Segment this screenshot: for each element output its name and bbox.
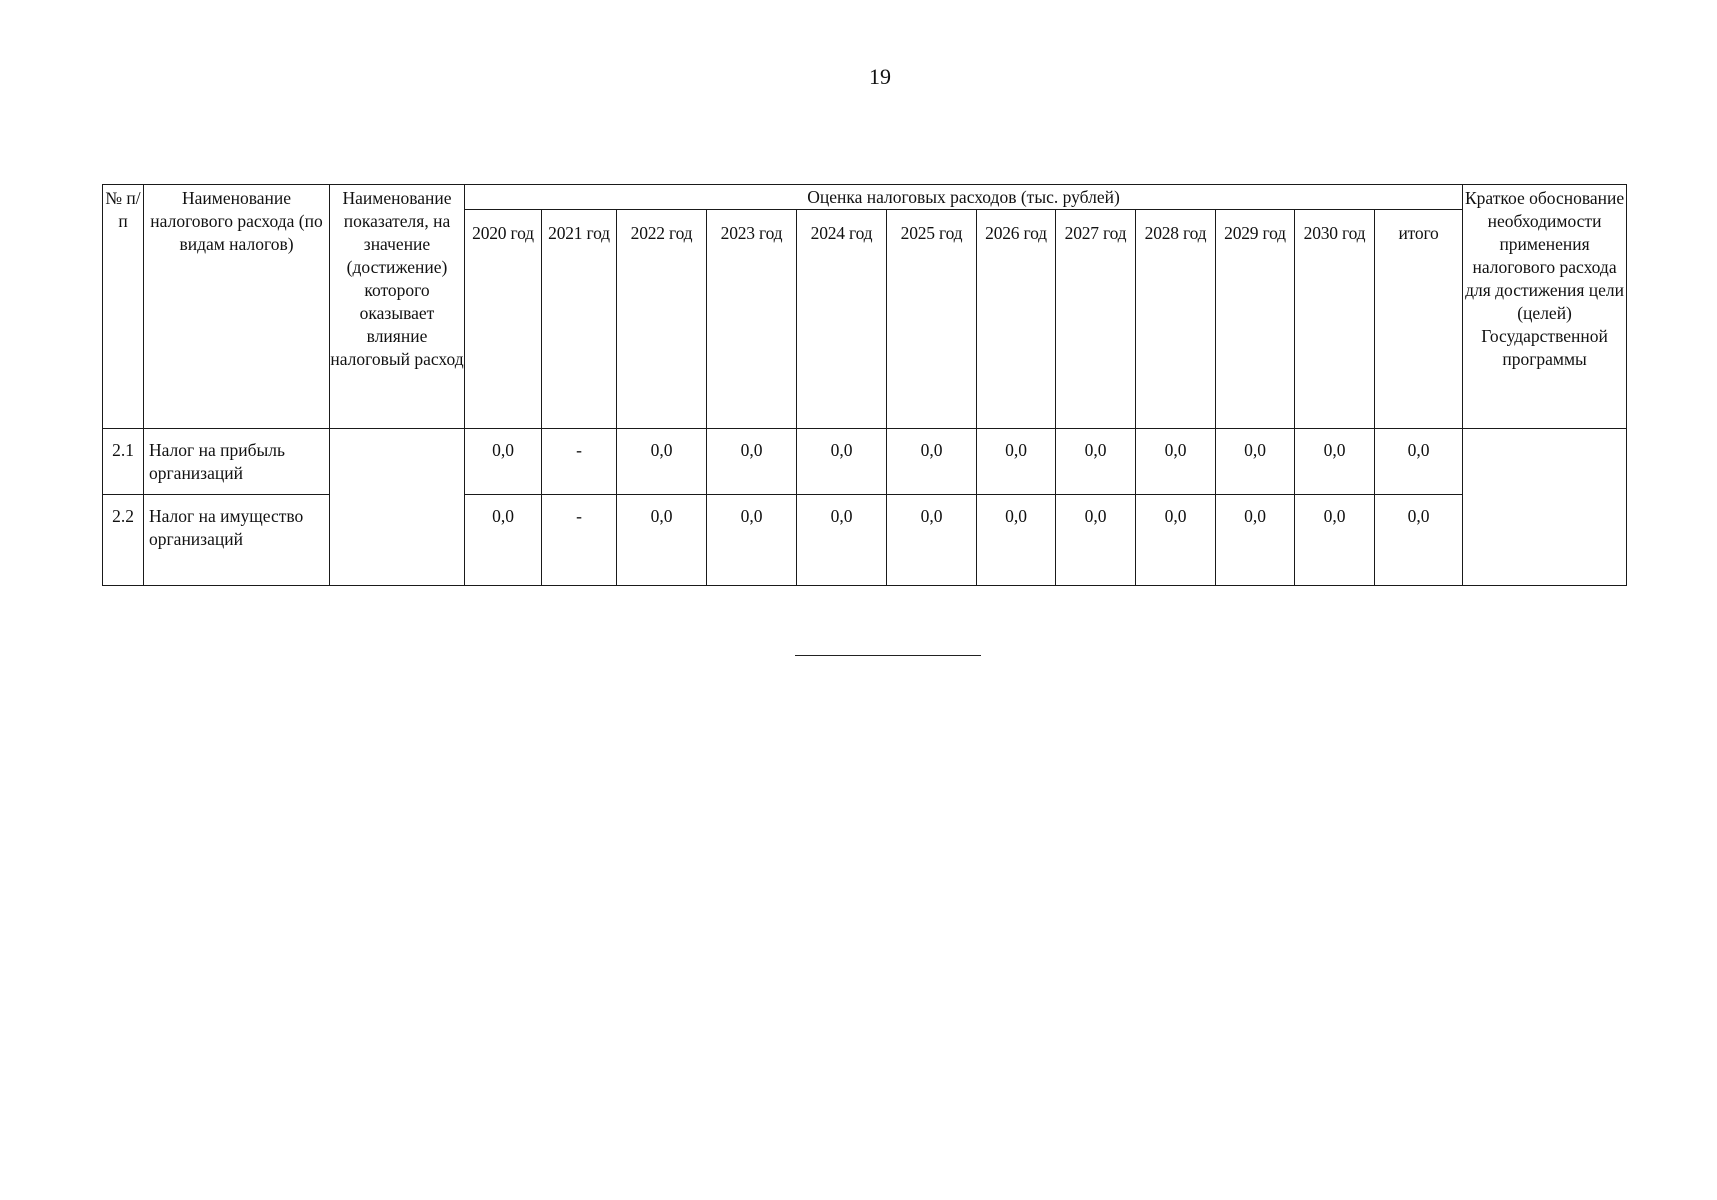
header-year: 2029 год [1216, 210, 1295, 429]
header-year: 2027 год [1056, 210, 1136, 429]
header-year: 2025 год [887, 210, 977, 429]
value-cell: 0,0 [1295, 429, 1375, 495]
header-row-top [103, 185, 1627, 210]
value-cell: 0,0 [707, 495, 797, 586]
value-cell: 0,0 [1056, 495, 1136, 586]
value-cell: 0,0 [977, 429, 1056, 495]
value-cell: 0,0 [617, 495, 707, 586]
value-cell: 0,0 [1216, 429, 1295, 495]
tax-expenditure-table [102, 184, 1627, 586]
value-cell: 0,0 [707, 429, 797, 495]
header-year: 2024 год [797, 210, 887, 429]
header-col-name: Наименование налогового расхода (по видам налогов) [144, 185, 330, 429]
value-cell: 0,0 [797, 495, 887, 586]
header-year: 2023 год [707, 210, 797, 429]
header-total: итого [1375, 210, 1463, 429]
closing-rule [795, 655, 981, 656]
total-cell: 0,0 [1375, 429, 1463, 495]
value-cell: 0,0 [1136, 429, 1216, 495]
value-cell: 0,0 [1136, 495, 1216, 586]
row-number: 2.2 [103, 495, 144, 586]
total-cell: 0,0 [1375, 495, 1463, 586]
indicator-cell [330, 429, 465, 586]
header-year: 2026 год [977, 210, 1056, 429]
justification-cell [1463, 429, 1627, 586]
value-cell: 0,0 [1056, 429, 1136, 495]
value-cell: 0,0 [1295, 495, 1375, 586]
header-year: 2021 год [542, 210, 617, 429]
header-year: 2022 год [617, 210, 707, 429]
value-cell: 0,0 [887, 429, 977, 495]
header-col-no: № п/п [103, 185, 144, 429]
value-cell: 0,0 [465, 495, 542, 586]
row-number: 2.1 [103, 429, 144, 495]
value-cell: 0,0 [887, 495, 977, 586]
value-cell: - [542, 495, 617, 586]
header-col-indicator: Наименование показателя, на значение (достижение) которого оказывает влияние налоговый расход [330, 185, 465, 429]
value-cell: 0,0 [465, 429, 542, 495]
value-cell: 0,0 [1216, 495, 1295, 586]
table-row [103, 429, 1627, 495]
value-cell: 0,0 [617, 429, 707, 495]
value-cell: 0,0 [977, 495, 1056, 586]
header-col-justification: Краткое обоснование необходимости применения налогового расхода для достижения цели (целей) Государственной программы [1463, 185, 1627, 429]
header-year: 2030 год [1295, 210, 1375, 429]
header-year: 2020 год [465, 210, 542, 429]
row-tax-name: Налог на прибыль организаций [144, 429, 330, 495]
row-tax-name: Налог на имущество организаций [144, 495, 330, 586]
value-cell: - [542, 429, 617, 495]
page-number: 19 [869, 64, 891, 89]
header-year: 2028 год [1136, 210, 1216, 429]
header-group-title: Оценка налоговых расходов (тыс. рублей) [465, 185, 1463, 210]
value-cell: 0,0 [797, 429, 887, 495]
